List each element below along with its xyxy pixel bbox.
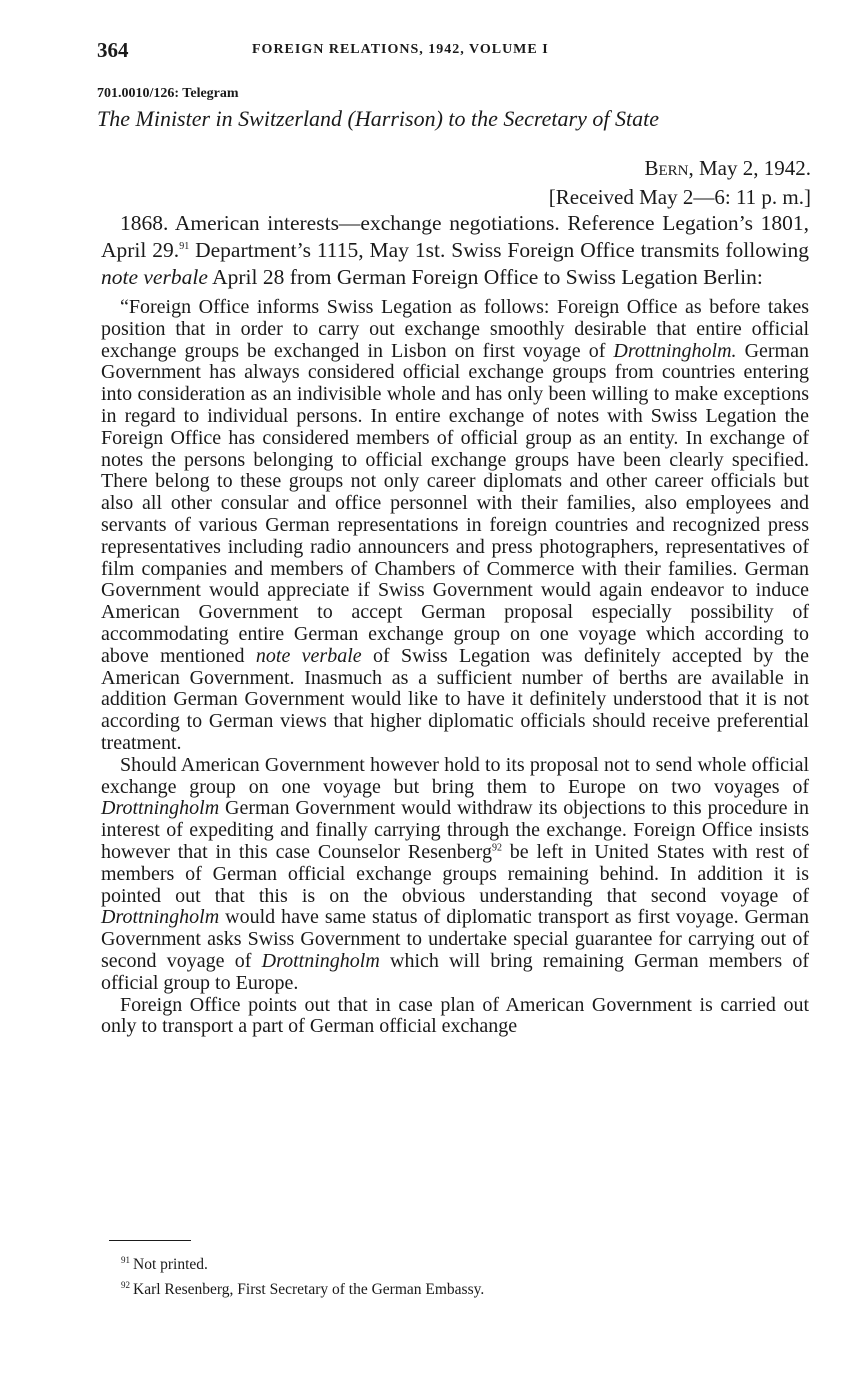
text-run: German Government has always considered official exchange groups from countries entering into consideration as an indivisible whole and has only been willing to make exceptions in regard to individual persons. In entire exchange of notes with Swiss Legation the Foreign Office has considered members of official group as an entity. In exchange of notes the persons belonging to official exchange groups have been clearly specified. There belong to these groups not only career diplomats and other career officials but also all other consular and office personnel with their families, also employees and servants of various German representations in foreign countries and recognized press representatives including radio announcers and press photographers, representatives of film companies and members of Chambers of Commerce with their families. German Government would appreciate if Swiss Government would again endeavor to induce American Government to accept German proposal especially possibility of accommodating entire German exchange group on one voyage which according to above mentioned	[101, 339, 809, 667]
italic-term: note verbale	[101, 265, 208, 289]
text-run: 1868. American interests—exchange negotiations. Reference Legation’s 1801, April 29.	[101, 211, 809, 262]
page-number: 364	[97, 38, 129, 62]
text-run: German Government would withdraw its objections to this procedure in interest of expediting and finally carrying through the exchange. Foreign Office insists however that in this case Counselor Resenberg	[101, 797, 809, 863]
quoted-note	[101, 297, 809, 1038]
quote-paragraph-2	[101, 755, 809, 995]
footnote-92	[121, 1275, 484, 1300]
footnote-ref-91: 91	[179, 240, 190, 252]
text-run: would have same status of diplomatic transport as first voyage. German Government asks Swiss Government to undertake special guarantee for carrying out of second voyage of	[101, 906, 809, 972]
text-run: April 28 from German Foreign Office to Swiss Legation Berlin:	[207, 265, 763, 289]
text-run: of Swiss Legation was definitely accepted by the American Government. Inasmuch as a sufficient number of berths are available in addition German Government would like to have it definitely understood that it is not according to German views that higher diplomatic officials should receive preferential treatment.	[101, 644, 810, 754]
dateline-city: Bern,	[644, 156, 694, 180]
italic-term: note verbale	[255, 644, 362, 667]
footnote-91	[121, 1250, 484, 1275]
dateline-date: May 2, 1942.	[693, 156, 811, 180]
file-number: 701.0010/126: Telegram	[97, 86, 239, 101]
footnote-divider	[109, 1240, 191, 1241]
text-run: Should American Government however hold to its proposal not to send whole official exchange group on one voyage but bring them to Europe on two voyages of	[101, 753, 809, 798]
italic-term: Drottningholm.	[613, 339, 737, 362]
text-run: be left in United States with rest of members of German official exchange groups remaining behind. In addition it is pointed out that this is on the obvious understanding that second voyage of	[101, 840, 809, 907]
dateline-sent	[549, 154, 811, 183]
italic-term: Drottningholm	[261, 949, 380, 972]
footnotes	[121, 1250, 484, 1300]
italic-term: Drottningholm	[101, 906, 220, 929]
text-run: Department’s 1115, May 1st. Swiss Foreign Office transmits following	[189, 238, 809, 262]
telegram-body	[101, 210, 809, 1038]
text-run: which will bring remaining German members of official group to Europe.	[101, 949, 809, 994]
text-run: “Foreign Office informs Swiss Legation as follows: Foreign Office as before takes position that in order to carry out exchange smoothly desirable that entire official exchange groups be exchanged in Lisbon on first voyage of	[101, 296, 809, 362]
quote-paragraph-3: Foreign Office points out that in case plan of American Government is carried out only to transport a part of German official exchange	[101, 993, 809, 1038]
footnote-text: Not printed.	[133, 1256, 208, 1274]
quote-paragraph-1	[101, 297, 809, 755]
footnote-ref-92: 92	[491, 842, 502, 854]
intro-paragraph	[101, 210, 809, 291]
footnote-mark: 92	[121, 1280, 130, 1291]
page-header	[97, 38, 811, 66]
italic-term: Drottningholm	[101, 797, 220, 820]
footnote-mark: 91	[121, 1255, 130, 1265]
dateline	[549, 154, 811, 212]
dateline-received: [Received May 2—6: 11 p. m.]	[548, 185, 811, 209]
footnote-text: Karl Resenberg, First Secretary of the German Embassy.	[133, 1281, 485, 1299]
running-head: FOREIGN RELATIONS, 1942, VOLUME I	[252, 42, 549, 57]
document-title: The Minister in Switzerland (Harrison) to the Secretary of State	[97, 106, 659, 131]
